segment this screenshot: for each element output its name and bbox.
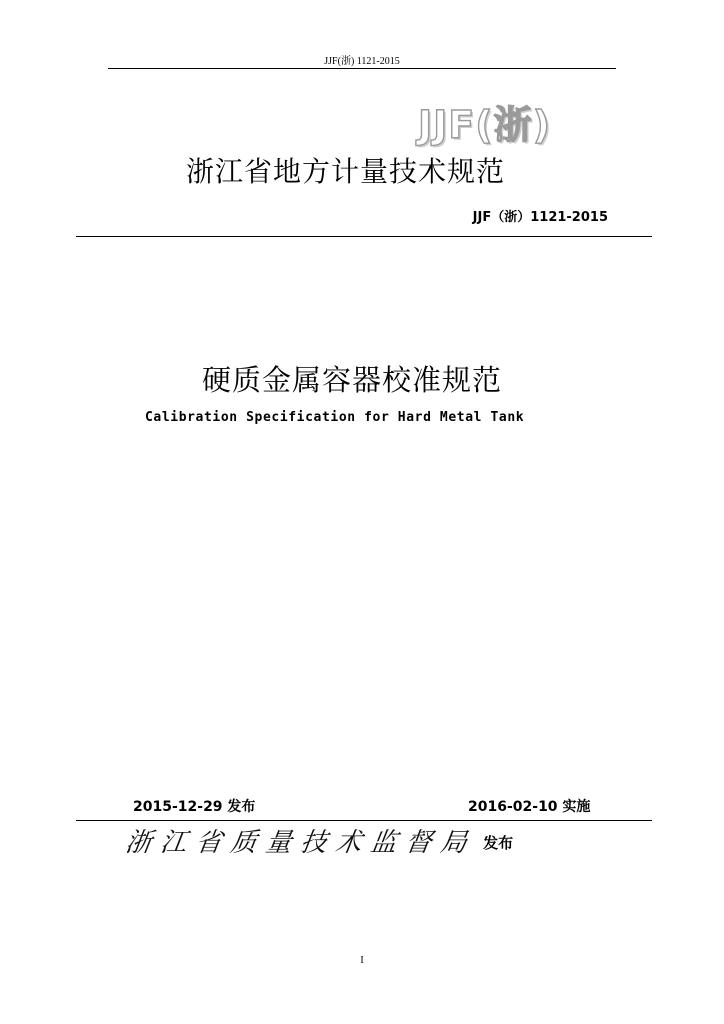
issuer-line bbox=[123, 822, 514, 859]
issuer-suffix: 发布 bbox=[483, 834, 514, 852]
lower-divider bbox=[76, 820, 652, 821]
upper-divider bbox=[76, 236, 652, 237]
standard-type-title: 浙江省地方计量技术规范 bbox=[186, 155, 506, 188]
publish-date: 2015-12-29 发布 bbox=[133, 799, 256, 815]
effective-date: 2016-02-10 实施 bbox=[468, 799, 591, 815]
page-number: I bbox=[360, 955, 364, 966]
header-divider bbox=[108, 68, 616, 69]
jjf-logo: JJF(浙) bbox=[418, 103, 551, 147]
running-header: JJF(浙) 1121-2015 bbox=[324, 56, 400, 67]
document-title-chinese: 硬质金属容器校准规范 bbox=[202, 363, 503, 397]
document-title-english: Calibration Specification for Hard Metal Tank bbox=[145, 410, 525, 425]
standard-number: JJF（浙）1121-2015 bbox=[472, 210, 608, 225]
issuer-calligraphy: 浙江省质量技术监督局 bbox=[123, 828, 478, 858]
